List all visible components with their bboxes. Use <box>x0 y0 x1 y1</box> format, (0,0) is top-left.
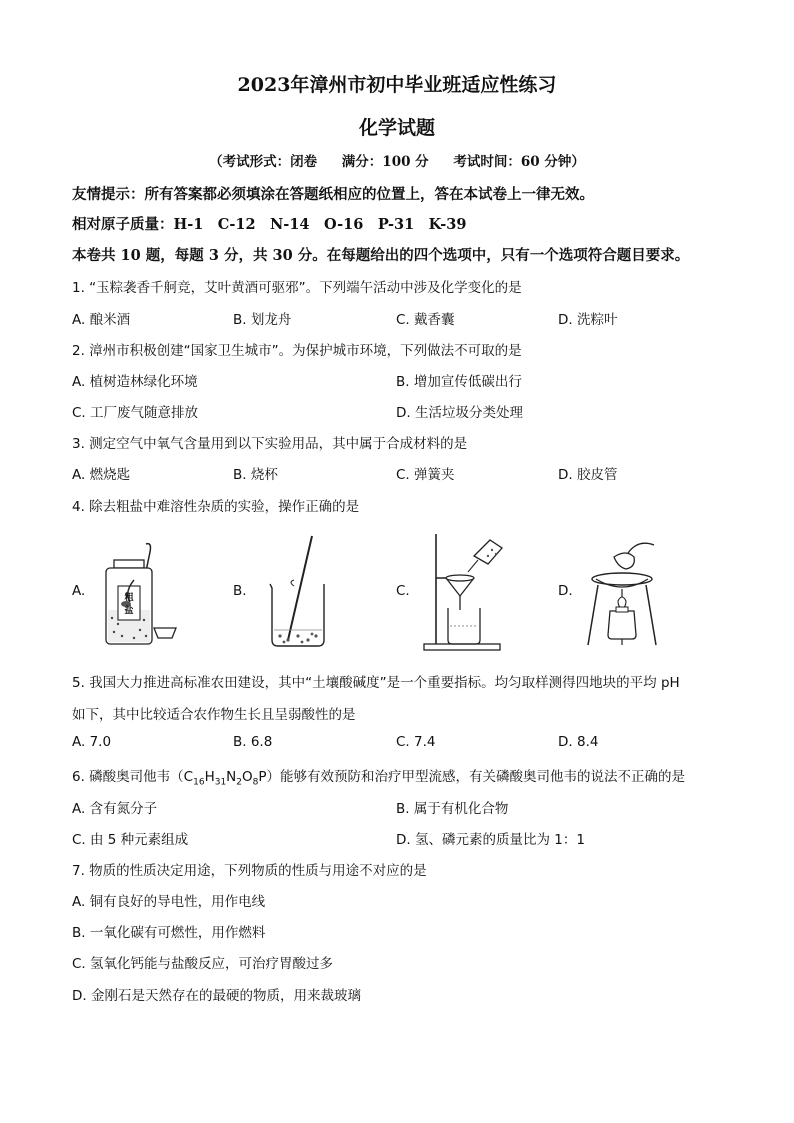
notice: 友情提示：所有答案都必须填涂在答题纸相应的位置上，答在本试卷上一律无效。 <box>72 186 594 203</box>
q6-sub-c: 16 <box>193 777 205 788</box>
q3-option-d: D. 胶皮管 <box>558 467 618 483</box>
q2-option-c: C. 工厂废气随意排放 <box>72 405 199 421</box>
exam-time: 考试时间：60 分钟） <box>453 154 585 170</box>
q7-option-a: A. 铜有良好的导电性，用作电线 <box>72 894 266 910</box>
jar-label-top: 粗 <box>124 593 134 603</box>
exam-form: （考试形式：闭卷 <box>209 154 318 170</box>
q3-option-a: A. 燃烧匙 <box>72 467 131 483</box>
q4-option-b: B. <box>233 583 247 599</box>
q5-option-c: C. 7.4 <box>396 734 436 750</box>
question-2-stem: 2. 漳州市积极创建“国家卫生城市”。为保护城市环境，下列做法不可取的是 <box>72 343 522 359</box>
q1-option-a: A. 酿米酒 <box>72 312 131 328</box>
filtration-illustration <box>418 530 510 654</box>
q6-o: O <box>242 769 253 785</box>
q5-option-b: B. 6.8 <box>233 734 273 750</box>
q3-option-b: B. 烧杯 <box>233 467 278 483</box>
q6-option-c: C. 由 5 种元素组成 <box>72 832 189 848</box>
exam-meta <box>0 150 794 170</box>
q5-option-a: A. 7.0 <box>72 734 112 750</box>
q6-stem-post: P）能够有效预防和治疗甲型流感，有关磷酸奥司他韦的说法不正确的是 <box>258 769 686 785</box>
question-1-stem: 1. “玉粽袭香千舸竞，艾叶黄酒可驱邪”。下列端午活动中涉及化学变化的是 <box>72 280 522 296</box>
reagent-jar-illustration <box>100 540 180 650</box>
q6-option-b: B. 属于有机化合物 <box>396 801 509 817</box>
q6-stem-pre: 6. 磷酸奥司他韦（C <box>72 769 194 785</box>
question-5-stem-cont: 如下，其中比较适合农作物生长且呈弱酸性的是 <box>72 707 356 723</box>
q2-option-d: D. 生活垃圾分类处理 <box>396 405 523 421</box>
q6-option-d: D. 氢、磷元素的质量比为 1：1 <box>396 832 585 848</box>
section-intro: 本卷共 10 题，每题 3 分，共 30 分。在每题给出的四个选项中，只有一个选项符合题目要求。 <box>72 247 690 264</box>
q6-sub-o: 8 <box>252 777 259 788</box>
exam-title: 2023年漳州市初中毕业班适应性练习 <box>237 74 557 96</box>
subject-title: 化学试题 <box>358 117 435 139</box>
q2-option-a: A. 植树造林绿化环境 <box>72 374 198 390</box>
q6-sub-h: 31 <box>214 777 227 788</box>
q6-sub-n: 2 <box>236 777 243 788</box>
question-5-stem: 5. 我国大力推进高标准农田建设，其中“土壤酸碱度”是一个重要指标。均匀取样测得四地块的平均 pH <box>72 675 680 691</box>
atomic-mass: 相对原子质量：H-1 C-12 N-14 O-16 P-31 K-39 <box>72 216 467 233</box>
question-3-stem: 3. 测定空气中氧气含量用到以下实验用品，其中属于合成材料的是 <box>72 436 468 452</box>
q2-option-b: B. 增加宣传低碳出行 <box>396 374 522 390</box>
jar-label-bottom: 盐 <box>124 606 134 616</box>
q7-option-c: C. 氢氧化钙能与盐酸反应，可治疗胃酸过多 <box>72 956 334 972</box>
full-score: 满分：100 分 <box>341 154 429 170</box>
q6-n: N <box>226 769 237 785</box>
question-4-stem: 4. 除去粗盐中难溶性杂质的实验，操作正确的是 <box>72 499 360 515</box>
evaporation-illustration <box>578 535 668 653</box>
q6-h: H <box>204 769 215 785</box>
question-6-stem <box>72 765 685 788</box>
q7-option-d: D. 金刚石是天然存在的最硬的物质，用来裁玻璃 <box>72 988 361 1004</box>
q7-option-b: B. 一氧化碳有可燃性，用作燃料 <box>72 925 266 941</box>
question-7-stem: 7. 物质的性质决定用途，下列物质的性质与用途不对应的是 <box>72 863 427 879</box>
q1-option-c: C. 戴香囊 <box>396 312 455 328</box>
q4-option-d: D. <box>558 583 573 599</box>
q5-option-d: D. 8.4 <box>558 734 599 750</box>
q6-option-a: A. 含有氮分子 <box>72 801 158 817</box>
q1-option-b: B. 划龙舟 <box>233 312 292 328</box>
q3-option-c: C. 弹簧夹 <box>396 467 455 483</box>
beaker-stirring-illustration <box>262 532 332 652</box>
q4-option-a: A. <box>72 583 86 599</box>
q4-option-c: C. <box>396 583 410 599</box>
q1-option-d: D. 洗粽叶 <box>558 312 618 328</box>
